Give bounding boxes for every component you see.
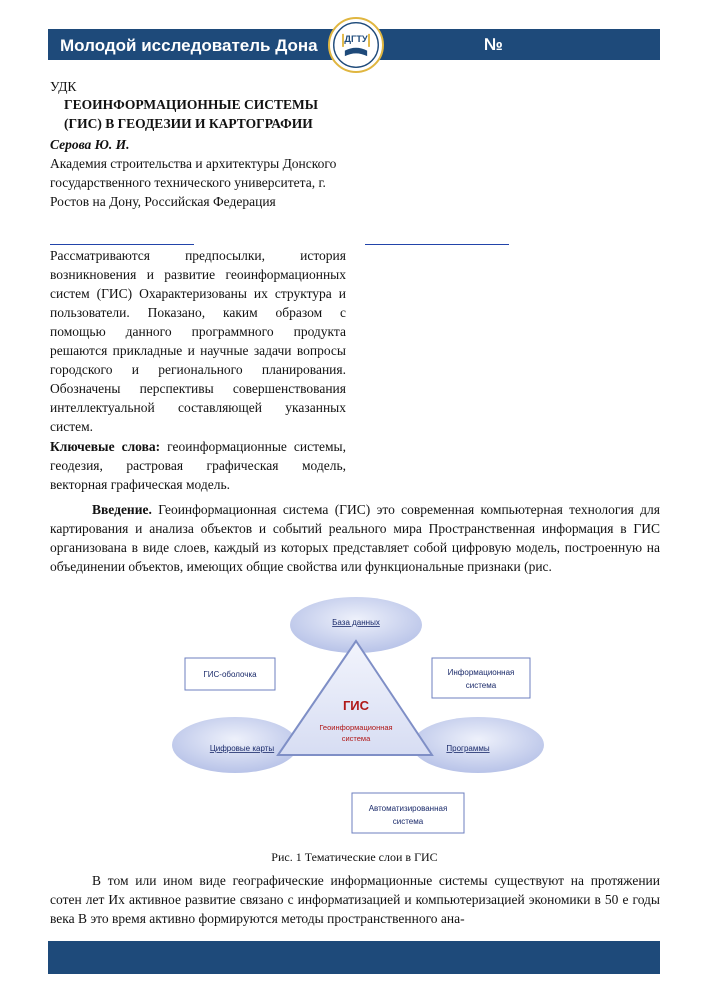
intro-label: Введение. bbox=[92, 502, 152, 517]
intro-paragraph bbox=[50, 500, 660, 576]
history-paragraph bbox=[50, 871, 660, 928]
intro-text: Геоинформационная система (ГИС) это современная компьютерная технология для картирования и анализа объектов и событий реального мира Пространственная информация в ГИС организована в виде слоев, каждый из которых представляет собой цифровую модель, построенную на объединении объектов, имеющих общие свойства или функциональные признаки (рис. bbox=[50, 502, 660, 574]
information-system-label-1: Информационная bbox=[447, 668, 515, 677]
digital-maps-label: Цифровые карты bbox=[209, 744, 275, 753]
information-system-label-2: система bbox=[465, 681, 497, 690]
database-label: База данных bbox=[332, 618, 380, 627]
footer-bar bbox=[48, 941, 660, 974]
gis-shell-label: ГИС-оболочка bbox=[203, 670, 257, 679]
gis-center-subtitle-2: система bbox=[341, 734, 371, 743]
article-title bbox=[64, 95, 344, 133]
author-name: Серова Ю. И. bbox=[50, 137, 130, 152]
keywords-label: Ключевые слова: bbox=[50, 439, 161, 454]
divider-right bbox=[365, 244, 509, 245]
keywords-block bbox=[50, 437, 346, 494]
issue-number-label: № bbox=[484, 35, 503, 54]
information-system-box bbox=[432, 658, 530, 698]
gis-center-subtitle-1: Геоинформационная bbox=[319, 723, 393, 732]
history-text: В том или ином виде географические информационные системы существуют на протяжении сотен лет Их активное развитие связано с информатизацией и компьютеризацией экономики в 50 е годы века В это время активно формируются методы пространственного ана- bbox=[50, 873, 660, 926]
author-affiliation: Академия строительства и архитектуры Донского государственного технического университета, г. Ростов на Дону, Российская Федерация bbox=[50, 156, 337, 209]
article-title-line-2: (ГИС) В ГЕОДЕЗИИ И КАРТОГРАФИИ bbox=[64, 116, 313, 131]
udk-label: УДК bbox=[50, 79, 77, 94]
abstract-text: Рассматриваются предпосылки, история возникновения и развитие геоинформационных систем (ГИС) Охарактеризованы их структура и пользователи. Показано, каким образом с помощью данного программного продукта решаются прикладные и научные задачи вопросы городского и регионального планирования. Обозначены перспективы совершенствования интеллектуальной составляющей указанных систем. bbox=[50, 248, 346, 434]
automated-system-box bbox=[352, 793, 464, 833]
keywords-text: геоинформационные системы, геодезия, растровая графическая модель, векторная графическая модель. bbox=[50, 439, 346, 492]
journal-title: Молодой исследователь Дона bbox=[60, 36, 318, 55]
divider-left bbox=[50, 244, 194, 245]
gis-layers-diagram bbox=[160, 595, 550, 840]
university-logo-icon bbox=[328, 17, 384, 73]
programs-label: Программы bbox=[446, 744, 490, 753]
automated-system-label-2: система bbox=[392, 817, 424, 826]
automated-system-label-1: Автоматизированная bbox=[368, 804, 448, 813]
gis-center-title: ГИС bbox=[342, 698, 370, 713]
logo-text: ДГТУ bbox=[344, 34, 368, 45]
figure-caption: Рис. 1 Тематические слои в ГИС bbox=[271, 850, 438, 864]
article-title-line-1: ГЕОИНФОРМАЦИОННЫЕ СИСТЕМЫ bbox=[64, 97, 318, 112]
